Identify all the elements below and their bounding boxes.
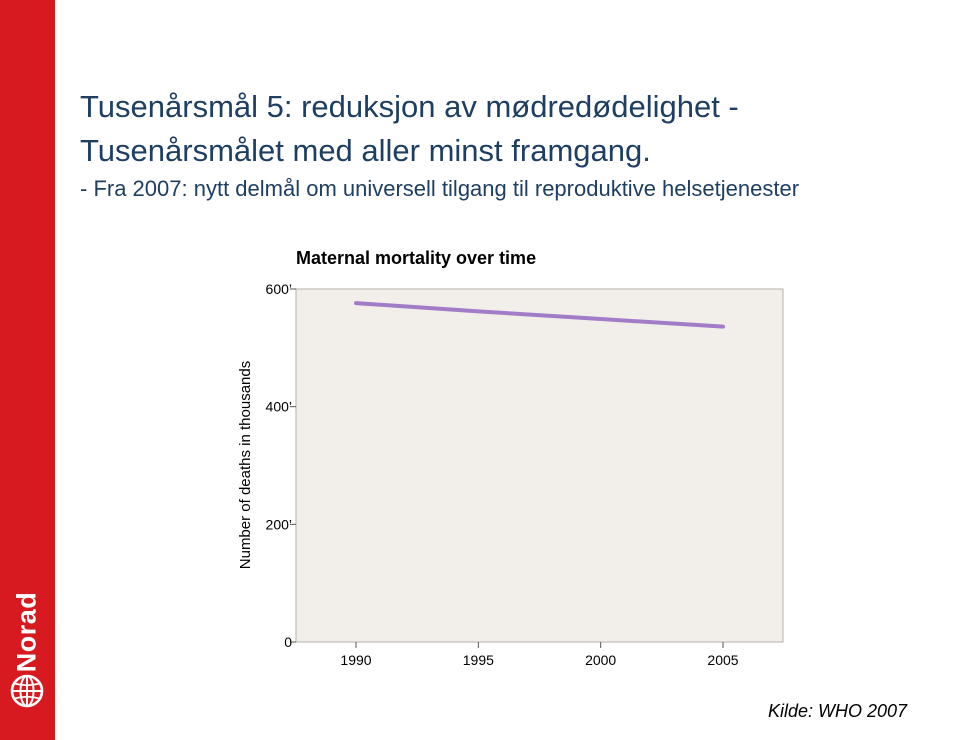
- source-note: Kilde: WHO 2007: [768, 701, 908, 721]
- x-tick-label: 1990: [340, 652, 372, 668]
- brand-sidebar: [0, 0, 55, 740]
- slide-title: Tusenårsmål 5: reduksjon av mødredødelighet - Tusenårsmålet med aller minst framgang.: [80, 89, 739, 168]
- chart-title: Maternal mortality over time: [296, 248, 537, 268]
- maternal-mortality-chart: [220, 230, 820, 680]
- globe-logo-icon: [9, 673, 45, 709]
- y-tick-label: 0: [284, 634, 292, 650]
- x-tick-label: 1995: [462, 652, 494, 668]
- plot-area: [296, 289, 783, 642]
- norad-logo-text: Norad: [11, 591, 42, 673]
- y-axis-label: Number of deaths in thousands: [237, 360, 254, 570]
- x-axis-ticks: [340, 642, 738, 668]
- y-tick-label: 200’: [265, 516, 292, 533]
- y-axis-ticks: [266, 281, 296, 650]
- y-tick-label: 600’: [265, 281, 292, 297]
- x-tick-label: 2005: [707, 652, 739, 668]
- slide-subtitle: - Fra 2007: nytt delmål om universell tilgang til reproduktive helsetjenester: [80, 176, 800, 201]
- y-tick-label: 400’: [265, 398, 292, 415]
- x-tick-label: 2000: [585, 652, 617, 668]
